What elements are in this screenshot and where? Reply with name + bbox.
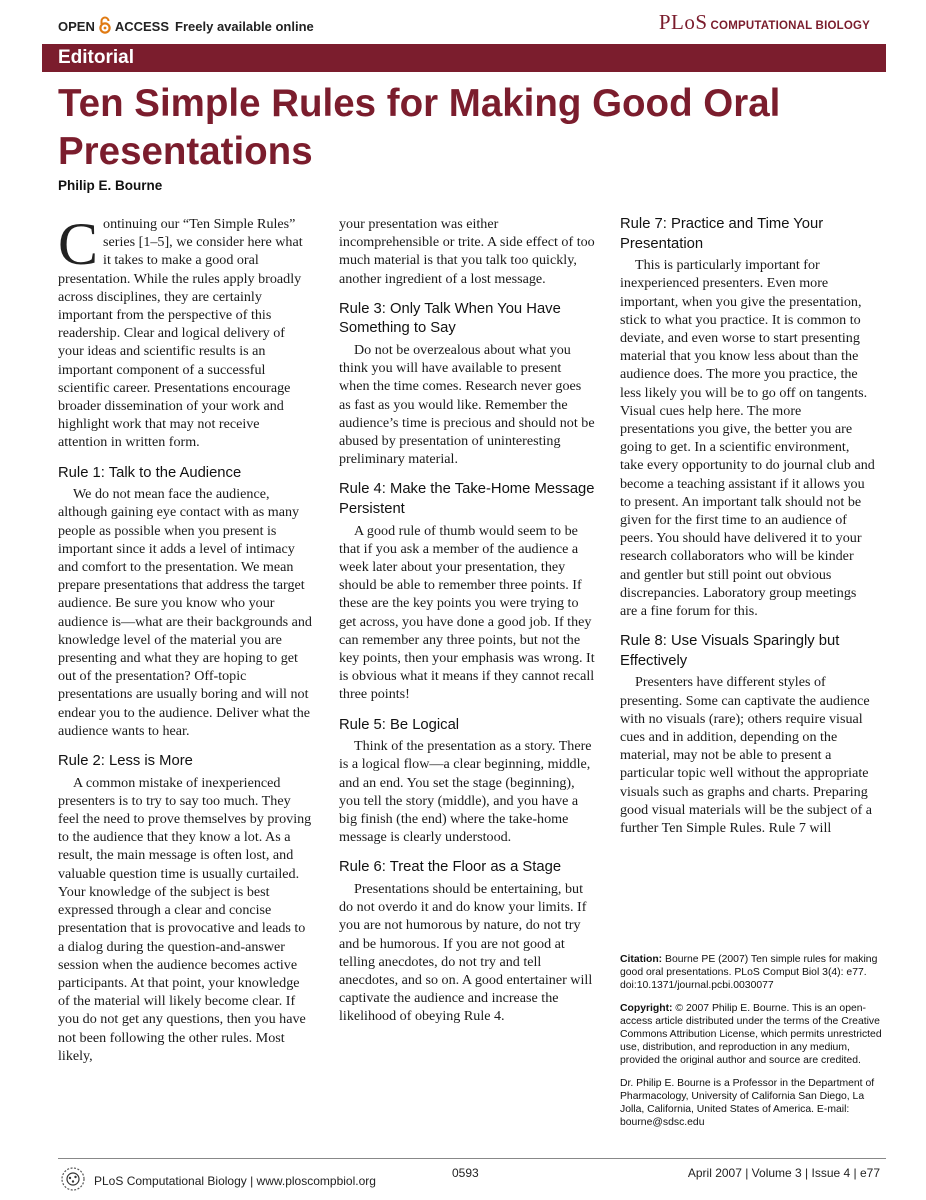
rule5-text: Think of the presentation as a story. There is a logical flow—a clear beginning, middle, and an end. You set the stage (beginning), you tell the story (middle), and you have a big finish (the end) where the take-home message is clearly understood.	[339, 738, 592, 846]
rule2-heading: Rule 2: Less is More	[58, 753, 193, 770]
footer-page-number: 0593	[452, 1166, 479, 1180]
rule7-heading: Rule 7: Practice and Time Your Presentation	[620, 216, 824, 252]
freely-available-label: Freely available online	[175, 19, 314, 34]
open-label: OPEN	[58, 19, 95, 34]
rule8-heading: Rule 8: Use Visuals Sparingly but Effectively	[620, 633, 840, 669]
citation-text: Bourne PE (2007) Ten simple rules for making good oral presentations. PLoS Comput Biol 3(4): e77. doi:10.1371/journal.pcbi.0030077	[620, 954, 878, 991]
article-title: Ten Simple Rules for Making Good Oral Presentations	[58, 82, 781, 173]
author-name: Philip E. Bourne	[58, 178, 163, 193]
open-access-badge	[58, 16, 314, 37]
citation	[620, 953, 882, 992]
intro-paragraph	[58, 211, 312, 452]
rule1-text: We do not mean face the audience, although gaining eye contact with as many people as possible when you present is important since it adds a level of intimacy and comfort to the presentation. We mean prepare presentations that address the target audience. Be sure you know who your audience is—what are their backgrounds and knowledge level of the material you are presenting and what they are hoping to get out of the presentation? Off-topic presentations are usually boring and will not endear you to the audience. Deliver what the audience wants to hear.	[58, 486, 312, 739]
column-2	[339, 215, 595, 1026]
footer-divider	[58, 1158, 886, 1159]
open-access-lock-icon	[98, 16, 112, 37]
rule3-text: Do not be overzealous about what you think you will have available to present when the time comes. Research never goes as fast as you would like. Remember the audience’s time is precious and should not be abused by presentation of uninteresting preliminary material.	[339, 342, 595, 468]
author-bio: Dr. Philip E. Bourne is a Professor in the Department of Pharmacology, University of California San Diego, La Jolla, California, United States of America. E-mail: bourne@sdsc.edu	[620, 1078, 875, 1128]
copyright-label: Copyright:	[620, 1003, 673, 1014]
column-1	[58, 211, 312, 1065]
journal-logo	[659, 10, 870, 35]
intro-text: ontinuing our “Ten Simple Rules” series [1–5], we consider here what it takes to make a good oral presentation. While the rules apply broadly across disciplines, they are certainly important from the perspective of this readership. Clear and logical delivery of your ideas and scientific results is an important component of a successful scientific career. Presentations encourage broader dissemination of your work and highlight work that may not receive attention in written form.	[58, 216, 303, 451]
rule6-text: Presentations should be entertaining, but do not overdo it and do know your limits. If you are not humorous by nature, do not try and be humorous. If you are not good at telling anecdotes, do not try and tell anecdotes, and so on. A good entertainer will captivate the audience and increase the likelihood of obeying Rule 4.	[339, 881, 593, 1025]
rule2-text: A common mistake of inexperienced presenters is to try to say too much. They feel the need to prove themselves by proving to the audience that they know a lot. As a result, the main message is often lost, and valuable question time is usually curtailed. Your knowledge of the subject is best expressed through a clear and concise presentation that is provocative and leads to a dialog during the question-and-answer session when the audience becomes active participants. At that point, your knowledge of the material will likely become clear. If you do not get any questions, then you have not been following the other rules. Most likely,	[58, 774, 312, 1064]
rule7-text: This is particularly important for inexperienced presenters. Even more important, when you give the presentation, stick to what you practice. It is common to deviate, and even worse to start presenting material that you know less about than the audience does. The more you practice, the less likely you will be to go off on tangents. Visual cues help here. The more presentations you give, the better you are going to get. In a scientific environment, take every opportunity to do journal club and become a teaching assistant if it allows you to present. An important talk should not be given for the first time to an audience of peers. You should have delivered it to your research collaborators who will be kinder and gentler but still point out obvious discrepancies. Laboratory group meetings are a fine forum for this.	[620, 257, 875, 620]
copyright-text: © 2007 Philip E. Bourne. This is an open-access article distributed under the terms of the Creative Commons Attribution License, which permits unrestricted use, distribution, and reproduction in any medium, provided the original author and source are credited.	[620, 1003, 882, 1066]
rule3-heading: Rule 3: Only Talk When You Have Something to Say	[339, 300, 561, 337]
drop-cap: C	[58, 211, 99, 277]
rule6-heading: Rule 6: Treat the Floor as a Stage	[339, 859, 562, 876]
footer-journal	[60, 1166, 376, 1195]
access-label: ACCESS	[114, 19, 170, 34]
article-metadata	[620, 953, 882, 1139]
journal-emblem-icon	[60, 1166, 86, 1195]
journal-name: COMPUTATIONAL BIOLOGY	[710, 20, 870, 32]
section-band: Editorial	[42, 44, 886, 72]
rule4-heading: Rule 4: Make the Take-Home Message Persistent	[339, 481, 595, 518]
column-3	[620, 215, 876, 837]
footer-issue: April 2007 | Volume 3 | Issue 4 | e77	[687, 1166, 880, 1180]
copyright	[620, 1002, 882, 1067]
footer-journal-text: PLoS Computational Biology | www.ploscompbiol.org	[94, 1173, 376, 1188]
rule2-continuation: your presentation was either incomprehensible or trite. A side effect of too much material is that you talk too quickly, another ingredient of a lost message.	[339, 216, 595, 287]
plos-wordmark: PLoS	[658, 10, 708, 34]
rule4-text: A good rule of thumb would seem to be that if you ask a member of the audience a week later about your presentation, they should be able to remember three points. If these are the key points you were trying to get across, you have done a good job. If they can remember any three points, but not the key points, then your emphasis was wrong. It is obvious what it means if they cannot recall three points!	[339, 522, 595, 703]
rule8-text: Presenters have different styles of presenting. Some can captivate the audience with no visuals (rare); others require visual cues and in addition, depending on the material, may not be able to present a particular topic well without the appropriate visuals such as graphs and charts. Preparing good visual materials will be the subject of a further Ten Simple Rules. Rule 7 will	[620, 674, 873, 837]
rule5-heading: Rule 5: Be Logical	[339, 716, 460, 733]
citation-label: Citation:	[620, 954, 663, 965]
rule1-heading: Rule 1: Talk to the Audience	[58, 464, 242, 481]
